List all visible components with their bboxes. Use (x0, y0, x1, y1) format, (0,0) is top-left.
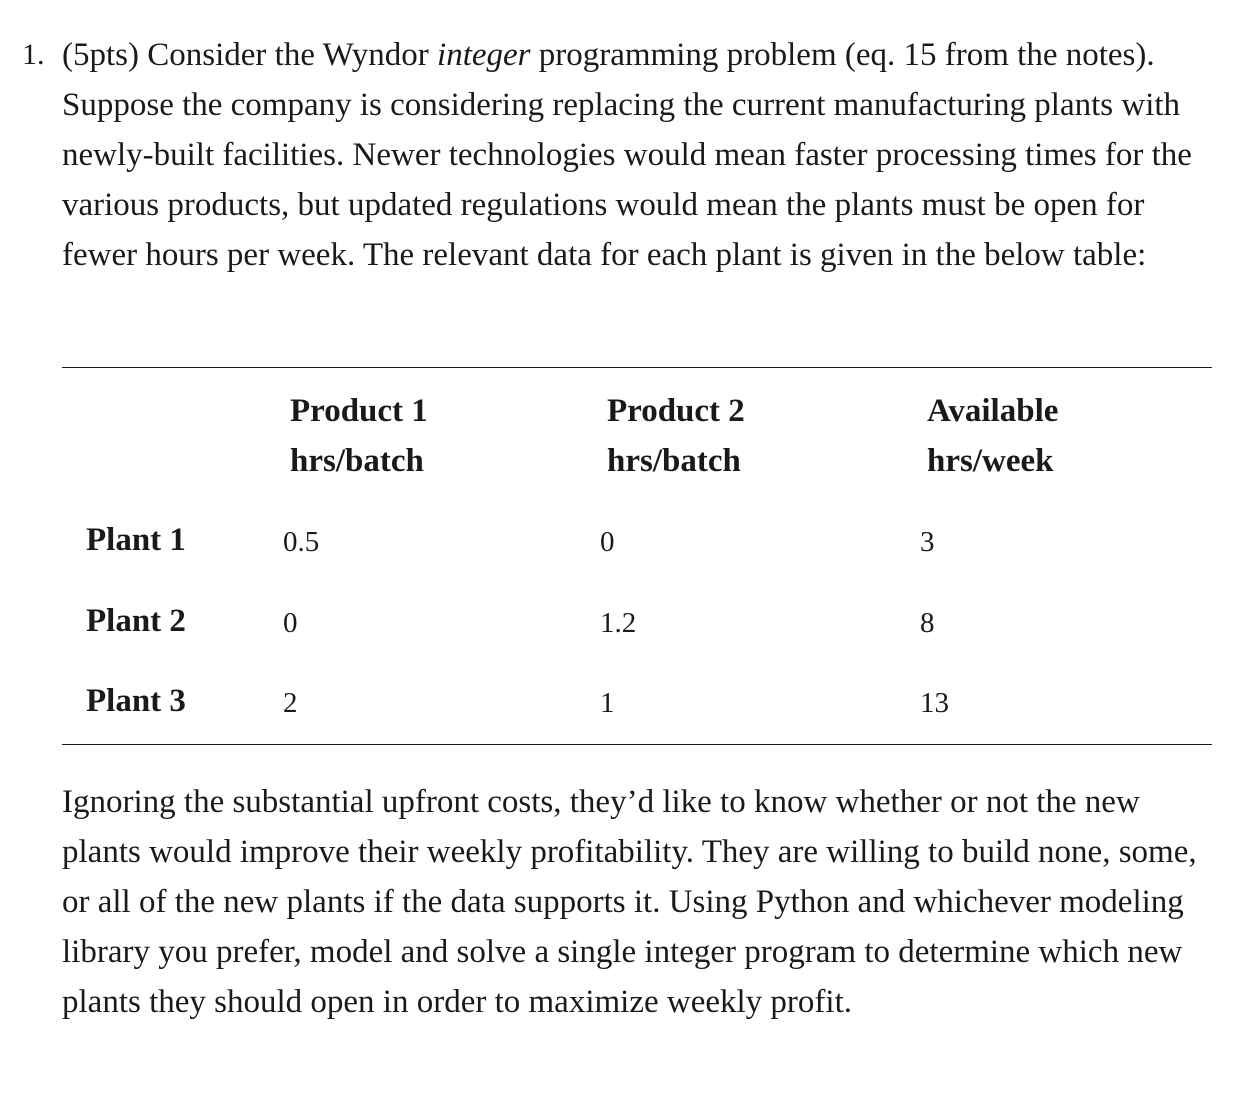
row-label-plant-1: Plant 1 (86, 522, 186, 558)
row-label-plant-3: Plant 3 (86, 683, 186, 719)
points-label: (5pts) (62, 37, 139, 73)
question-prompt (62, 30, 1212, 280)
followup-paragraph (62, 777, 1222, 1027)
intro-italic-word: integer (437, 37, 531, 73)
cell-plant-3-available: 13 (920, 687, 949, 719)
cell-plant-2-product-2: 1.2 (600, 607, 637, 639)
cell-plant-3-product-1: 2 (283, 687, 298, 719)
header-product-2-line1: Product 2 (607, 393, 745, 429)
cell-plant-2-available: 8 (920, 607, 935, 639)
cell-plant-2-product-1: 0 (283, 607, 298, 639)
row-label-plant-2: Plant 2 (86, 603, 186, 639)
header-product-1-line1: Product 1 (290, 393, 428, 429)
question-intro (62, 30, 1212, 280)
question-number: 1. (22, 38, 45, 71)
header-available (927, 386, 1058, 486)
cell-plant-1-product-1: 0.5 (283, 526, 320, 558)
intro-text-start: Consider the Wyndor (139, 37, 438, 73)
cell-plant-1-available: 3 (920, 526, 935, 558)
header-available-line1: Available (927, 393, 1059, 429)
followup-text: Ignoring the substantial upfront costs, they’d like to know whether or not the new plants would improve their weekly profitability. They are willing to build none, some, or all of the new plants if the data supports it. Using Python and whichever modeling library you prefer, model and solve a single integer program to determine which new plants they should open in order to maximize weekly profit. (62, 784, 1197, 1020)
plant-data-table (62, 367, 1212, 745)
cell-plant-3-product-2: 1 (600, 687, 615, 719)
header-product-2 (607, 386, 745, 486)
intro-text-end: programming problem (eq. 15 from the notes). Suppose the company is considering replacing the current manufacturing plants with newly-built facilities. Newer technologies would mean faster processing times for the various products, but updated regulations would mean the plants must be open for fewer hours per week. The relevant data for each plant is given in the below table: (62, 37, 1192, 273)
header-product-2-line2: hrs/batch (607, 443, 741, 479)
cell-plant-1-product-2: 0 (600, 526, 615, 558)
header-product-1-line2: hrs/batch (290, 443, 424, 479)
header-available-line2: hrs/week (927, 443, 1054, 479)
header-product-1 (290, 386, 428, 486)
